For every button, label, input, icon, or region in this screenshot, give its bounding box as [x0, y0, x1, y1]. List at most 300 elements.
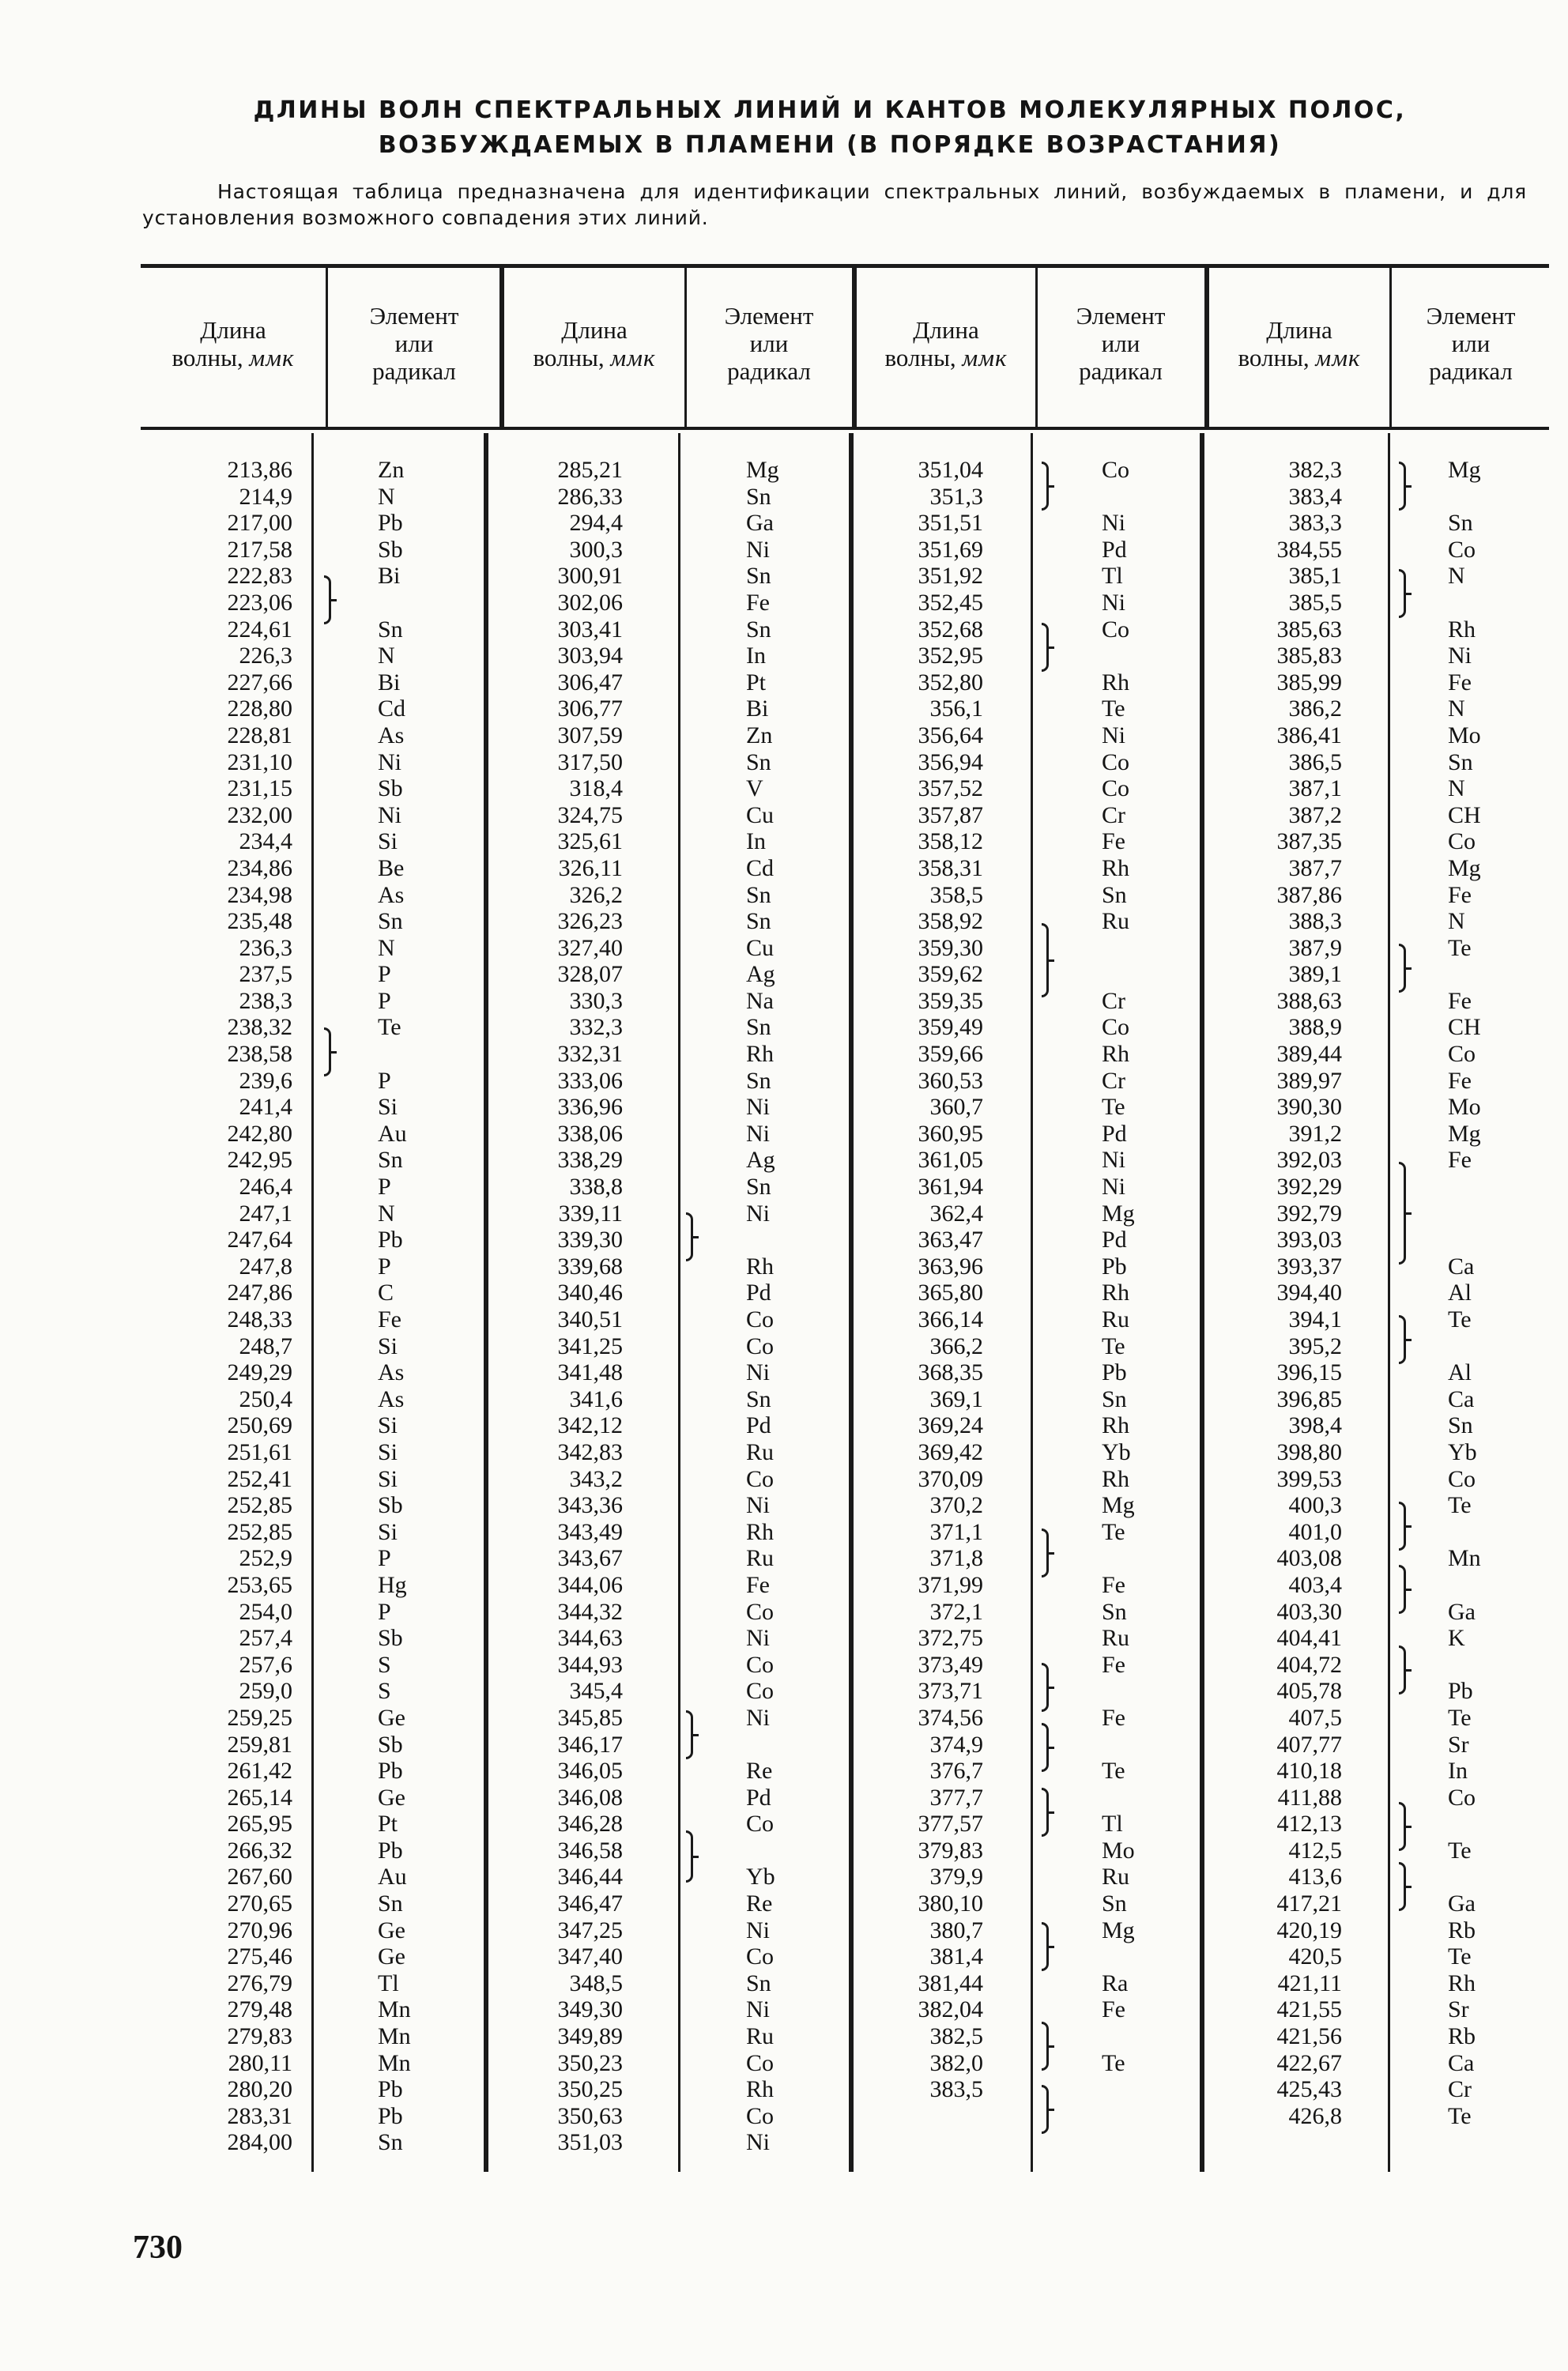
- element-cell: P: [378, 961, 391, 988]
- element-cell: [1448, 484, 1535, 511]
- wavelength-cell: 238,3: [239, 987, 292, 1014]
- element-cell: [1448, 1652, 1535, 1679]
- wavelength-cell: 284,00: [227, 2129, 292, 2156]
- wavelength-cell: 248,7: [239, 1333, 292, 1359]
- grouping-brace: [1399, 1862, 1406, 1911]
- grouping-brace: [1399, 1565, 1406, 1614]
- element-cell: Ni: [378, 748, 401, 775]
- element-cell: Be: [378, 854, 405, 881]
- wavelength-cell: 326,23: [557, 908, 623, 935]
- wavelength-cell: 394,40: [1276, 1280, 1342, 1306]
- element-column: [746, 457, 841, 2156]
- element-cell: Fe: [1102, 828, 1125, 855]
- element-cell: P: [378, 1174, 391, 1201]
- wavelength-cell: 363,96: [918, 1253, 983, 1280]
- wavelength-cell: 252,41: [227, 1465, 292, 1492]
- wavelength-cell: 382,5: [929, 2023, 983, 2050]
- element-cell: Cr: [1448, 2076, 1472, 2103]
- wavelength-cell: 407,77: [1276, 1731, 1342, 1758]
- element-cell: Te: [1102, 2049, 1125, 2076]
- wavelength-cell: 365,80: [918, 1280, 983, 1306]
- element-header: Элемент или радикал: [1076, 302, 1166, 385]
- wavelength-column: [855, 457, 983, 2103]
- wavelength-cell: 362,4: [929, 1200, 983, 1227]
- element-cell: Co: [1102, 616, 1130, 643]
- wavelength-cell: 343,2: [569, 1465, 623, 1492]
- wavelength-cell: 307,59: [557, 722, 623, 748]
- wavelength-cell: 379,9: [929, 1864, 983, 1890]
- wavelength-cell: 358,92: [918, 908, 983, 935]
- element-cell: Mg: [1102, 1200, 1135, 1227]
- grouping-brace: [1399, 462, 1406, 511]
- wavelength-cell: 248,33: [227, 1306, 292, 1333]
- element-cell: Cd: [746, 854, 775, 881]
- wavelength-cell: 317,50: [557, 748, 623, 775]
- wavelength-cell: 265,95: [227, 1811, 292, 1838]
- element-cell: Ru: [1102, 908, 1130, 935]
- wavelength-cell: 302,06: [557, 589, 623, 616]
- element-cell: Sr: [1448, 1731, 1469, 1758]
- wavelength-cell: 393,03: [1276, 1227, 1342, 1253]
- element-cell: Pb: [1102, 1253, 1127, 1280]
- element-cell: Co: [746, 2049, 775, 2076]
- wavelength-cell: 372,75: [918, 1625, 983, 1652]
- element-cell: Co: [746, 1678, 775, 1705]
- element-cell: Te: [1448, 1704, 1472, 1731]
- element-cell: Rh: [746, 2076, 775, 2103]
- element-cell: Mg: [746, 457, 779, 483]
- element-cell: Cr: [1102, 987, 1125, 1014]
- wavelength-cell: 234,98: [227, 881, 292, 908]
- wavelength-cell: 407,5: [1288, 1704, 1342, 1731]
- body-double-divider: [484, 433, 488, 2172]
- element-cell: As: [378, 722, 405, 748]
- wavelength-cell: 267,60: [227, 1864, 292, 1890]
- element-cell: Ni: [1102, 722, 1125, 748]
- body-divider: [1031, 433, 1033, 2172]
- wavelength-cell: 382,04: [918, 1996, 983, 2023]
- wavelength-cell: 381,44: [918, 1970, 983, 1996]
- wavelength-cell: 346,28: [557, 1811, 623, 1838]
- element-cell: [1102, 1732, 1189, 1758]
- wavelength-cell: 241,4: [239, 1094, 292, 1121]
- wavelength-cell: 387,7: [1288, 854, 1342, 881]
- element-cell: Ca: [1448, 1253, 1475, 1280]
- wavelength-cell: 359,35: [918, 987, 983, 1014]
- grouping-brace: [1042, 2022, 1049, 2071]
- wavelength-cell: 352,80: [918, 669, 983, 695]
- wavelength-cell: 217,58: [227, 536, 292, 563]
- wavelength-cell: 257,4: [239, 1625, 292, 1652]
- element-cell: Rh: [746, 1041, 775, 1068]
- wavelength-cell: 276,79: [227, 1970, 292, 1996]
- wavelength-cell: 228,80: [227, 695, 292, 722]
- element-cell: Cr: [1102, 801, 1125, 828]
- element-cell: Ge: [378, 1943, 405, 1970]
- wavelength-cell: 231,15: [227, 775, 292, 802]
- wavelength-cell: 333,06: [557, 1067, 623, 1094]
- grouping-brace: [686, 1830, 693, 1883]
- element-cell: Ni: [746, 1492, 770, 1519]
- wavelength-cell: 396,15: [1276, 1359, 1342, 1386]
- element-cell: Ru: [1102, 1306, 1130, 1333]
- wavelength-cell: 217,00: [227, 510, 292, 537]
- wavelength-cell: 339,30: [557, 1227, 623, 1253]
- element-cell: Sn: [1102, 1890, 1127, 1917]
- element-cell: Co: [1448, 828, 1476, 855]
- wavelength-cell: 403,08: [1276, 1545, 1342, 1572]
- element-cell: As: [378, 881, 405, 908]
- wavelength-cell: 349,89: [557, 2023, 623, 2050]
- element-cell: Ni: [746, 1200, 770, 1227]
- element-cell: K: [1448, 1625, 1465, 1652]
- element-cell: Tl: [1102, 1811, 1123, 1838]
- wavelength-cell: 366,14: [918, 1306, 983, 1333]
- element-cell: [1448, 1811, 1535, 1838]
- wavelength-cell: 382,3: [1288, 457, 1342, 483]
- wavelength-cell: 213,86: [227, 457, 292, 483]
- grouping-brace: [1042, 2085, 1049, 2134]
- element-cell: Al: [1448, 1280, 1472, 1306]
- element-cell: Fe: [1448, 881, 1472, 908]
- element-cell: Ni: [378, 801, 401, 828]
- wavelength-cell: 399,53: [1276, 1465, 1342, 1492]
- wavelength-cell: 369,24: [918, 1412, 983, 1439]
- element-cell: Sn: [1102, 881, 1127, 908]
- wavelength-cell: 340,46: [557, 1280, 623, 1306]
- wavelength-header: Длина волны, ммк: [1238, 316, 1361, 371]
- wavelength-cell: 238,32: [227, 1014, 292, 1041]
- element-cell: Pb: [378, 510, 403, 537]
- wavelength-cell: 246,4: [239, 1174, 292, 1201]
- wavelength-cell: 382,0: [929, 2049, 983, 2076]
- element-cell: In: [746, 828, 766, 855]
- element-cell: Ni: [746, 1704, 770, 1731]
- wavelength-cell: 383,5: [929, 2076, 983, 2103]
- element-cell: N: [378, 483, 395, 510]
- element-cell: Ag: [746, 1147, 775, 1174]
- element-cell: Rh: [1102, 1280, 1130, 1306]
- grouping-brace: [686, 1212, 693, 1261]
- wavelength-cell: 388,63: [1276, 987, 1342, 1014]
- wavelength-cell: 373,49: [918, 1651, 983, 1678]
- grouping-brace: [1042, 1723, 1049, 1772]
- element-cell: Sb: [378, 1492, 403, 1519]
- wavelength-cell: 343,67: [557, 1545, 623, 1572]
- wavelength-cell: 387,1: [1288, 775, 1342, 802]
- element-cell: [378, 1041, 473, 1068]
- wavelength-cell: 413,6: [1288, 1864, 1342, 1890]
- element-cell: Sn: [746, 748, 771, 775]
- element-cell: [1448, 1174, 1535, 1201]
- wavelength-cell: 361,94: [918, 1174, 983, 1201]
- element-cell: Co: [746, 2102, 775, 2129]
- wavelength-cell: 250,4: [239, 1385, 292, 1412]
- element-cell: Pd: [1102, 1120, 1127, 1147]
- element-cell: Rh: [1102, 1041, 1130, 1068]
- wavelength-cell: 253,65: [227, 1571, 292, 1598]
- element-cell: Pb: [378, 1837, 403, 1864]
- wavelength-cell: 403,30: [1276, 1598, 1342, 1625]
- grouping-brace: [1042, 923, 1049, 997]
- element-cell: Bi: [746, 695, 769, 722]
- element-cell: Fe: [746, 1571, 770, 1598]
- grouping-brace: [1042, 1663, 1049, 1712]
- element-cell: Zn: [746, 722, 773, 748]
- element-cell: Sn: [378, 2129, 403, 2156]
- wavelength-cell: 400,3: [1288, 1492, 1342, 1519]
- element-cell: Fe: [1102, 1996, 1125, 2023]
- wavelength-cell: 224,61: [227, 616, 292, 643]
- wavelength-cell: 403,4: [1288, 1571, 1342, 1598]
- element-cell: Ge: [378, 1704, 405, 1731]
- element-cell: Mn: [378, 2023, 411, 2050]
- grouping-brace: [1042, 1529, 1049, 1578]
- element-cell: Te: [1102, 1518, 1125, 1545]
- wavelength-cell: 360,53: [918, 1067, 983, 1094]
- element-cell: Co: [746, 1651, 775, 1678]
- element-cell: Fe: [1448, 1067, 1472, 1094]
- element-cell: Cd: [378, 695, 406, 722]
- element-cell: Ni: [1102, 1174, 1125, 1201]
- element-cell: Te: [378, 1014, 401, 1041]
- element-cell: Co: [746, 1598, 775, 1625]
- element-cell: [1102, 1678, 1189, 1705]
- wavelength-cell: 385,99: [1276, 669, 1342, 695]
- element-cell: Ru: [746, 1438, 775, 1465]
- element-cell: Mo: [1102, 1837, 1135, 1864]
- element-cell: [1448, 1227, 1535, 1253]
- wavelength-cell: 363,47: [918, 1227, 983, 1253]
- wavelength-cell: 270,65: [227, 1890, 292, 1917]
- element-cell: [1102, 935, 1189, 962]
- element-cell: Sn: [746, 483, 771, 510]
- wavelength-cell: 385,5: [1288, 589, 1342, 616]
- grouping-brace: [1399, 1645, 1406, 1694]
- wavelength-cell: 373,71: [918, 1678, 983, 1705]
- wavelength-cell: 352,45: [918, 589, 983, 616]
- wavelength-cell: 227,66: [227, 669, 292, 695]
- element-cell: [1448, 1519, 1535, 1546]
- wavelength-cell: 356,1: [929, 695, 983, 722]
- element-cell: Ni: [746, 1625, 770, 1652]
- wavelength-cell: 420,5: [1288, 1943, 1342, 1970]
- element-cell: Ni: [746, 536, 770, 563]
- wavelength-cell: 348,5: [569, 1970, 623, 1996]
- element-cell: Ni: [746, 1917, 770, 1943]
- wavelength-cell: 421,11: [1277, 1970, 1342, 1996]
- wavelength-cell: 236,3: [239, 934, 292, 961]
- element-cell: Yb: [746, 1864, 775, 1890]
- wavelength-cell: 369,1: [929, 1385, 983, 1412]
- wavelength-cell: 387,2: [1288, 801, 1342, 828]
- wavelength-cell: 377,57: [918, 1811, 983, 1838]
- element-cell: Sb: [378, 1625, 403, 1652]
- element-cell: Te: [1102, 1094, 1125, 1121]
- element-cell: Ni: [746, 1996, 770, 2023]
- element-cell: Hg: [378, 1571, 407, 1598]
- wavelength-cell: 338,06: [557, 1120, 623, 1147]
- element-cell: Pd: [1102, 1227, 1127, 1253]
- element-cell: Sb: [378, 536, 403, 563]
- element-cell: Bi: [378, 563, 401, 590]
- element-cell: Ca: [1448, 2049, 1475, 2076]
- wavelength-cell: 376,7: [929, 1758, 983, 1785]
- wavelength-cell: 358,5: [929, 881, 983, 908]
- wavelength-cell: 303,41: [557, 616, 623, 643]
- wavelength-cell: 389,1: [1288, 961, 1342, 988]
- wavelength-cell: 372,1: [929, 1598, 983, 1625]
- table-header-rule: [141, 427, 1549, 430]
- header-divider: [326, 267, 328, 427]
- wavelength-cell: 351,03: [557, 2129, 623, 2156]
- wavelength-cell: 357,87: [918, 801, 983, 828]
- wavelength-cell: 330,3: [569, 987, 623, 1014]
- element-cell: Te: [1102, 1758, 1125, 1785]
- element-cell: Mn: [1448, 1545, 1481, 1572]
- wavelength-column: [498, 457, 623, 2156]
- wavelength-cell: 360,95: [918, 1120, 983, 1147]
- body-divider: [1388, 433, 1390, 2172]
- element-cell: Mn: [378, 1996, 411, 2023]
- wavelength-cell: 279,83: [227, 2023, 292, 2050]
- wavelength-cell: 234,4: [239, 828, 292, 855]
- element-cell: Mg: [1102, 1917, 1135, 1943]
- wavelength-cell: 346,44: [557, 1864, 623, 1890]
- element-cell: P: [378, 1598, 391, 1625]
- element-cell: Tl: [1102, 563, 1123, 590]
- element-cell: Fe: [1102, 1571, 1125, 1598]
- body-divider: [311, 433, 314, 2172]
- element-cell: Re: [746, 1758, 773, 1785]
- element-cell: Ra: [1102, 1970, 1129, 1996]
- wavelength-cell: 385,63: [1276, 616, 1342, 643]
- element-cell: Zn: [378, 457, 405, 483]
- wavelength-cell: 259,0: [239, 1678, 292, 1705]
- wavelength-cell: 351,92: [918, 563, 983, 590]
- wavelength-cell: 386,41: [1276, 722, 1342, 748]
- wavelength-cell: 327,40: [557, 934, 623, 961]
- wavelength-cell: 223,06: [227, 589, 292, 616]
- element-cell: Ge: [378, 1784, 405, 1811]
- element-cell: Sn: [746, 1174, 771, 1201]
- element-cell: Pb: [378, 1227, 403, 1253]
- element-cell: Te: [1448, 2102, 1472, 2129]
- element-cell: Pd: [746, 1412, 771, 1439]
- wavelength-cell: 381,4: [929, 1943, 983, 1970]
- wavelength-cell: 325,61: [557, 828, 623, 855]
- wavelength-cell: 214,9: [239, 483, 292, 510]
- element-cell: S: [378, 1678, 391, 1705]
- wavelength-cell: 234,86: [227, 854, 292, 881]
- wavelength-cell: 356,94: [918, 748, 983, 775]
- wavelength-column: [166, 457, 292, 2156]
- element-cell: Sn: [1102, 1385, 1127, 1412]
- wavelength-cell: 358,31: [918, 854, 983, 881]
- element-cell: Pt: [746, 669, 767, 695]
- body-double-divider: [1200, 433, 1204, 2172]
- wavelength-cell: 352,95: [918, 643, 983, 669]
- wavelength-cell: 247,86: [227, 1280, 292, 1306]
- grouping-brace: [1042, 462, 1049, 511]
- wavelength-cell: 387,35: [1276, 828, 1342, 855]
- wavelength-cell: 383,3: [1288, 510, 1342, 537]
- element-cell: Ga: [1448, 1890, 1476, 1917]
- wavelength-cell: 254,0: [239, 1598, 292, 1625]
- wavelength-cell: 387,86: [1276, 881, 1342, 908]
- element-cell: Sn: [378, 908, 403, 935]
- element-cell: [1102, 2023, 1189, 2050]
- wavelength-cell: 343,36: [557, 1492, 623, 1519]
- wavelength-cell: 371,99: [918, 1571, 983, 1598]
- wavelength-header: Длина волны, ммк: [533, 316, 656, 371]
- element-cell: Mo: [1448, 722, 1481, 748]
- element-cell: Co: [1102, 775, 1130, 802]
- element-cell: Mg: [1448, 1120, 1481, 1147]
- element-cell: Tl: [378, 1970, 399, 1996]
- title-line-1: ДЛИНЫ ВОЛН СПЕКТРАЛЬНЫХ ЛИНИЙ И КАНТОВ МОЛЕКУЛЯРНЫХ ПОЛОС,: [253, 96, 1407, 124]
- wavelength-cell: 261,42: [227, 1758, 292, 1785]
- wavelength-cell: 396,85: [1276, 1385, 1342, 1412]
- element-cell: Sn: [1448, 1412, 1473, 1439]
- wavelength-cell: 398,4: [1288, 1412, 1342, 1439]
- wavelength-cell: 344,63: [557, 1625, 623, 1652]
- element-cell: Bi: [378, 669, 401, 695]
- wavelength-cell: 410,18: [1276, 1758, 1342, 1785]
- wavelength-cell: 390,30: [1276, 1094, 1342, 1121]
- element-cell: Si: [378, 1094, 398, 1121]
- grouping-brace: [1399, 1502, 1406, 1551]
- element-cell: N: [378, 1200, 395, 1227]
- wavelength-cell: 242,95: [227, 1147, 292, 1174]
- element-cell: Ag: [746, 961, 775, 988]
- wavelength-cell: 401,0: [1288, 1518, 1342, 1545]
- element-cell: Co: [746, 1811, 775, 1838]
- element-column: [378, 457, 473, 2156]
- page-title: [142, 93, 1517, 163]
- element-cell: Sn: [1448, 510, 1473, 537]
- wavelength-cell: 247,64: [227, 1227, 292, 1253]
- wavelength-cell: 346,58: [557, 1837, 623, 1864]
- element-cell: Ni: [746, 1359, 770, 1386]
- grouping-brace: [324, 575, 331, 624]
- element-cell: Pd: [1102, 536, 1127, 563]
- wavelength-cell: 228,81: [227, 722, 292, 748]
- element-cell: Ru: [1102, 1864, 1130, 1890]
- element-cell: Co: [746, 1465, 775, 1492]
- element-cell: Rh: [1448, 616, 1476, 643]
- wavelength-cell: 380,7: [929, 1917, 983, 1943]
- body-divider: [678, 433, 680, 2172]
- element-cell: Sb: [378, 775, 403, 802]
- element-cell: Fe: [1448, 987, 1472, 1014]
- wavelength-cell: 350,25: [557, 2076, 623, 2103]
- element-cell: Ni: [1102, 510, 1125, 537]
- header-divider: [684, 267, 687, 427]
- wavelength-cell: 351,51: [918, 510, 983, 537]
- element-cell: Ni: [746, 1120, 770, 1147]
- body-double-divider: [849, 433, 854, 2172]
- wavelength-cell: 352,68: [918, 616, 983, 643]
- element-cell: Pb: [378, 2076, 403, 2103]
- element-header: Элемент или радикал: [724, 302, 814, 385]
- wavelength-cell: 279,48: [227, 1996, 292, 2023]
- element-cell: Te: [1448, 1306, 1472, 1333]
- element-cell: Fe: [1448, 669, 1472, 695]
- wavelength-cell: 389,97: [1276, 1067, 1342, 1094]
- element-cell: [1102, 1785, 1189, 1811]
- element-cell: Fe: [746, 589, 770, 616]
